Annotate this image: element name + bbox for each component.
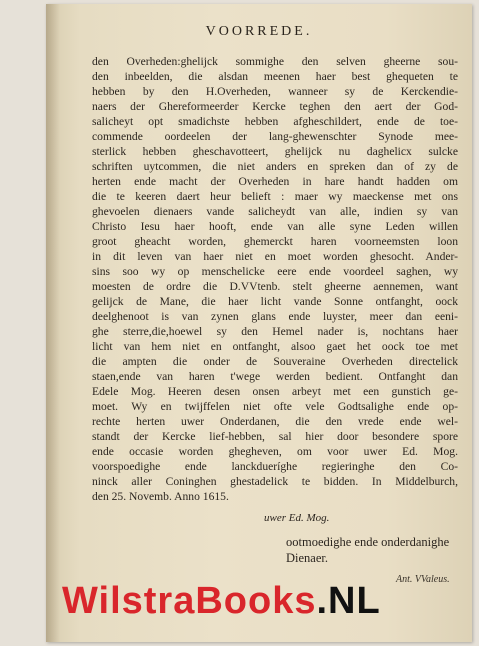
text-line: schriften uytcommen, die niet anders en spreken dan of zy de — [92, 160, 458, 173]
text-line: die te keeren daert heur belieft : maer wy maeckense met ons — [92, 190, 458, 203]
body-text — [92, 54, 458, 504]
date-line: den 25. Novemb. Anno 1615. — [92, 490, 229, 503]
text-line: moet. Wy en twijffelen niet ofte vele Godtsalighe ende op- — [92, 400, 458, 413]
watermark — [62, 580, 381, 623]
text-line: ende occasie worden ghegheven, om voor uwer Ed. Mog. — [92, 445, 458, 458]
text-line: Christo Iesu haer hooft, ende van alle syne Leden willen — [92, 220, 458, 233]
signature: Ant. VValeus. — [396, 574, 450, 585]
text-line: den Overheden:ghelijck sommighe den selven gheerne sou- — [92, 55, 458, 68]
text-line: licht van hem niet en ontfanght, alsoo gaet het oock toe met — [92, 340, 458, 353]
text-line: sterlick hebben gheschavotteert, ghelijck nu daghelicx sulcke — [92, 145, 458, 158]
text-line: salicheyt opt smadichste hebben afgheschildert, ende de toe- — [92, 115, 458, 128]
book-page — [46, 4, 472, 642]
salutation: uwer Ed. Mog. — [264, 512, 330, 524]
text-line: standt der Kercke lief-hebben, sal hier door besondere spore — [92, 430, 458, 443]
text-line: ghevoelen dienaers vande salicheydt van alle, indien sy van — [92, 205, 458, 218]
page-gutter — [46, 4, 60, 642]
text-line: Edele Mog. Heeren desen onsen arbeyt met een gunstich ge- — [92, 385, 458, 398]
closing-line: ootmoedighe ende onderdanighe — [286, 535, 450, 549]
text-line: rechte herten uwer Onderdanen, die den vrede ende wel- — [92, 415, 458, 428]
text-line: sins soo wy op menschelicke eere ende voordeel saghen, wy — [92, 265, 458, 278]
text-line: in dit leven van haer niet en moet worden ghesocht. Ander- — [92, 250, 458, 263]
text-line: die ampten die onder de Souveraine Overheden directelick — [92, 355, 458, 368]
closing-title: Dienaer. — [286, 551, 328, 565]
text-line: den inbeelden, die alsdan meenen haer best ghequeten te — [92, 70, 458, 83]
closing — [286, 534, 449, 566]
text-line: voorspoedighe ende lanckdueríghe regieringhe den Co- — [92, 460, 458, 473]
watermark-tld: .NL — [316, 580, 381, 622]
text-line: hebben by den H.Overheden, wanneer sy de Kerckendie- — [92, 85, 458, 98]
text-line: gelijck de Mane, die haer licht vande Sonne ontfanght, oock — [92, 295, 458, 308]
text-line: groot gheacht worden, ghemerckt haren voorneemsten loon — [92, 235, 458, 248]
text-line: naers der Ghereformeerder Kercke teghen den aert der God- — [92, 100, 458, 113]
text-line: moesten de ordre die D.VVtenb. stelt gheerne aennemen, want — [92, 280, 458, 293]
text-line: deelghenoot is van zynen glans ende luyster, meer dan eeni- — [92, 310, 458, 323]
text-line: ghe sterre,die,hoewel sy den Hemel nader is, nochtans haer — [92, 325, 458, 338]
text-line: commende oordeelen der lang-ghewenschter Synode mee- — [92, 130, 458, 143]
text-line: ninck aller Coninghen ghestadelick te bidden. In Middelburch, — [92, 475, 458, 488]
watermark-brand: WilstraBooks — [62, 580, 317, 622]
text-line: staen,ende van haren t'wege werden bedient. Ontfanght dan — [92, 370, 458, 383]
running-head: VOORREDE. — [205, 24, 313, 39]
text-line: herten ende macht der Overheden in hare handt hadden om — [92, 175, 458, 188]
